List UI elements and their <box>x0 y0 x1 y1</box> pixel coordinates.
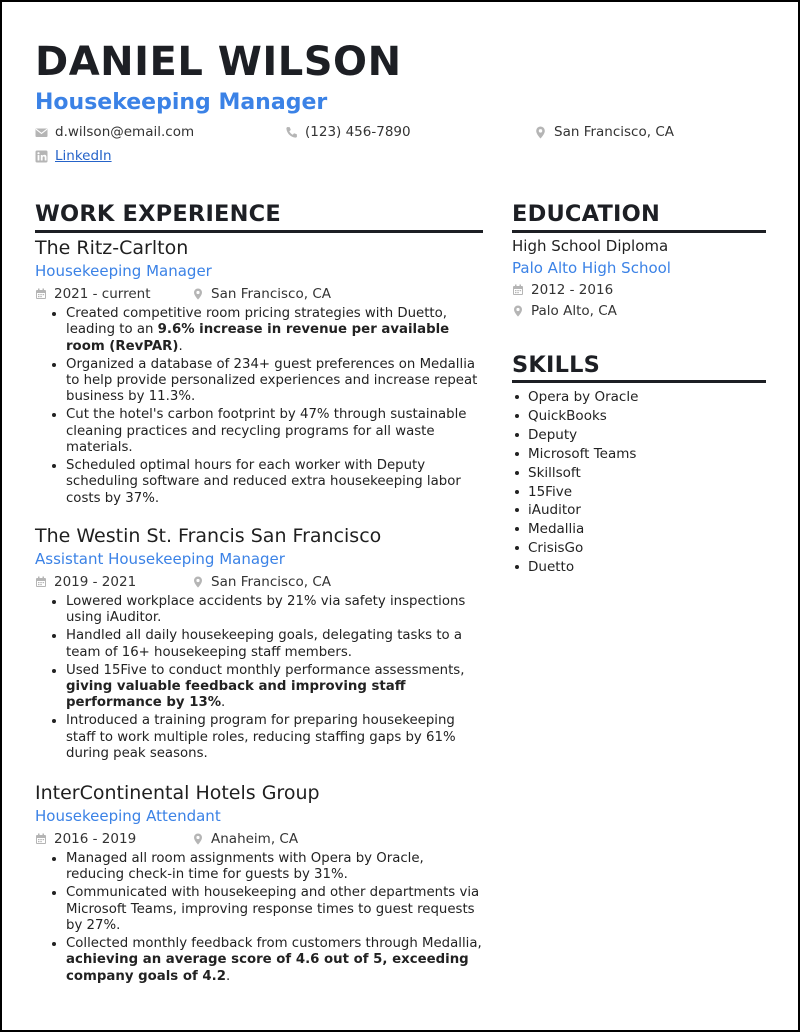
bullet-highlight: giving valuable feedback and improving staff performance by 13% <box>66 679 406 711</box>
calendar-icon <box>35 576 47 588</box>
skill-item: Skillsoft <box>512 464 638 483</box>
job-bullet <box>35 594 485 627</box>
map-pin-icon <box>192 288 204 300</box>
bullet-tail: . <box>221 695 226 711</box>
resume-page <box>2 2 798 1030</box>
skill-item: QuickBooks <box>512 407 638 426</box>
work-experience-heading: WORK EXPERIENCE <box>35 201 281 227</box>
education-entry <box>512 236 772 320</box>
job-ritz-carlton <box>35 236 485 509</box>
degree: High School Diploma <box>512 237 669 255</box>
phone-icon <box>285 126 298 139</box>
bullet-text: Introduced a training program for preparing housekeeping staff to work multiple roles, reducing staffing gaps by 61% during peak seasons. <box>66 713 456 762</box>
bullet-tail: . <box>225 968 231 984</box>
job-location: Anaheim, CA <box>211 831 299 847</box>
job-location: San Francisco, CA <box>211 286 331 302</box>
job-bullet <box>35 458 485 507</box>
bullet-text: Used 15Five to conduct monthly performance assessments, <box>66 662 465 678</box>
job-dates: 2016 - 2019 <box>54 831 137 847</box>
job-bullet <box>35 663 485 712</box>
skill-item: 15Five <box>512 483 638 502</box>
job-dates: 2021 - current <box>54 286 151 302</box>
education-location-text: Palo Alto, CA <box>531 303 617 319</box>
skill-item: Microsoft Teams <box>512 445 638 464</box>
bullet-text: Communicated with housekeeping and other departments via Microsoft Teams, improving response times to guest requests by 27%. <box>66 885 480 933</box>
education-location <box>512 302 772 320</box>
job-bullet <box>35 407 485 456</box>
bullet-highlight: 9.6% increase in revenue per available room (RevPAR) <box>66 322 450 354</box>
bullet-tail: . <box>178 338 183 354</box>
candidate-role: Housekeeping Manager <box>35 90 328 115</box>
job-westin <box>35 524 485 764</box>
map-pin-icon <box>512 305 524 317</box>
education-heading: EDUCATION <box>512 201 660 227</box>
job-dates: 2019 - 2021 <box>54 574 137 590</box>
job-title: Assistant Housekeeping Manager <box>35 550 285 568</box>
contact-email <box>35 123 194 141</box>
contact-phone <box>285 123 411 141</box>
job-bullets <box>35 851 485 985</box>
job-title: Housekeeping Manager <box>35 262 212 280</box>
skills-divider <box>512 380 766 383</box>
bullet-text: Cut the hotel's carbon footprint by 47% through sustainable cleaning practices and recycling programs for all waste materials. <box>66 407 467 455</box>
job-bullet <box>35 713 485 762</box>
linkedin-link[interactable]: LinkedIn <box>55 148 112 164</box>
calendar-icon <box>512 284 524 296</box>
job-bullet <box>35 628 485 661</box>
job-bullet <box>35 851 485 884</box>
calendar-icon <box>35 288 47 300</box>
job-intercontinental <box>35 781 485 987</box>
education-divider <box>512 230 766 233</box>
work-divider <box>35 230 483 233</box>
job-bullet <box>35 306 485 355</box>
bullet-text: Collected monthly feedback from customers through Medallia, <box>66 936 482 952</box>
job-meta <box>35 830 485 848</box>
skill-item: Opera by Oracle <box>512 388 638 407</box>
contact-linkedin <box>35 147 112 165</box>
skills-list <box>512 388 638 577</box>
bullet-text: Handled all daily housekeeping goals, delegating tasks to a team of 16+ housekeeping staff members. <box>66 628 463 660</box>
email-text: d.wilson@email.com <box>55 124 195 140</box>
skill-item: Deputy <box>512 426 638 445</box>
education-dates <box>512 281 772 299</box>
job-title: Housekeeping Attendant <box>35 807 221 825</box>
phone-text: (123) 456-7890 <box>305 124 411 140</box>
company-name: The Westin St. Francis San Francisco <box>35 525 382 547</box>
bullet-text: Scheduled optimal hours for each worker with Deputy scheduling software and reduced extra housekeeping labor costs by 37%. <box>66 458 461 506</box>
bullet-highlight: achieving an average score of 4.6 out of 5, exceeding company goals of 4.2 <box>66 952 469 984</box>
school-name: Palo Alto High School <box>512 259 671 277</box>
job-bullets <box>35 594 485 762</box>
linkedin-icon <box>35 150 48 163</box>
map-pin-icon <box>192 576 204 588</box>
envelope-icon <box>35 126 48 139</box>
education-date-text: 2012 - 2016 <box>531 282 614 298</box>
bullet-text: Organized a database of 234+ guest preferences on Medallia to help provide personalized experiences and increase repeat business by 11.3%. <box>66 356 478 405</box>
calendar-icon <box>35 833 47 845</box>
job-bullets <box>35 306 485 507</box>
contact-location <box>534 123 674 141</box>
company-name: InterContinental Hotels Group <box>35 782 320 804</box>
map-pin-icon <box>534 126 547 139</box>
skill-item: iAuditor <box>512 501 638 520</box>
skill-item: Duetto <box>512 558 638 577</box>
job-meta <box>35 573 485 591</box>
skill-item: Medallia <box>512 520 638 539</box>
job-bullet <box>35 357 485 406</box>
candidate-name: DANIEL WILSON <box>35 39 402 85</box>
location-text: San Francisco, CA <box>554 124 674 140</box>
job-meta <box>35 285 485 303</box>
skills-heading: SKILLS <box>512 352 601 378</box>
bullet-text: Lowered workplace accidents by 21% via safety inspections using iAuditor. <box>66 594 466 626</box>
bullet-text: Created competitive room pricing strategies with Duetto, leading to an <box>66 306 447 338</box>
job-bullet <box>35 885 485 934</box>
job-location: San Francisco, CA <box>211 574 331 590</box>
skill-item: CrisisGo <box>512 539 638 558</box>
bullet-text: Managed all room assignments with Opera by Oracle, reducing check-in time for guests by 31%. <box>66 851 424 883</box>
map-pin-icon <box>192 833 204 845</box>
company-name: The Ritz-Carlton <box>35 237 189 259</box>
job-bullet <box>35 936 485 985</box>
